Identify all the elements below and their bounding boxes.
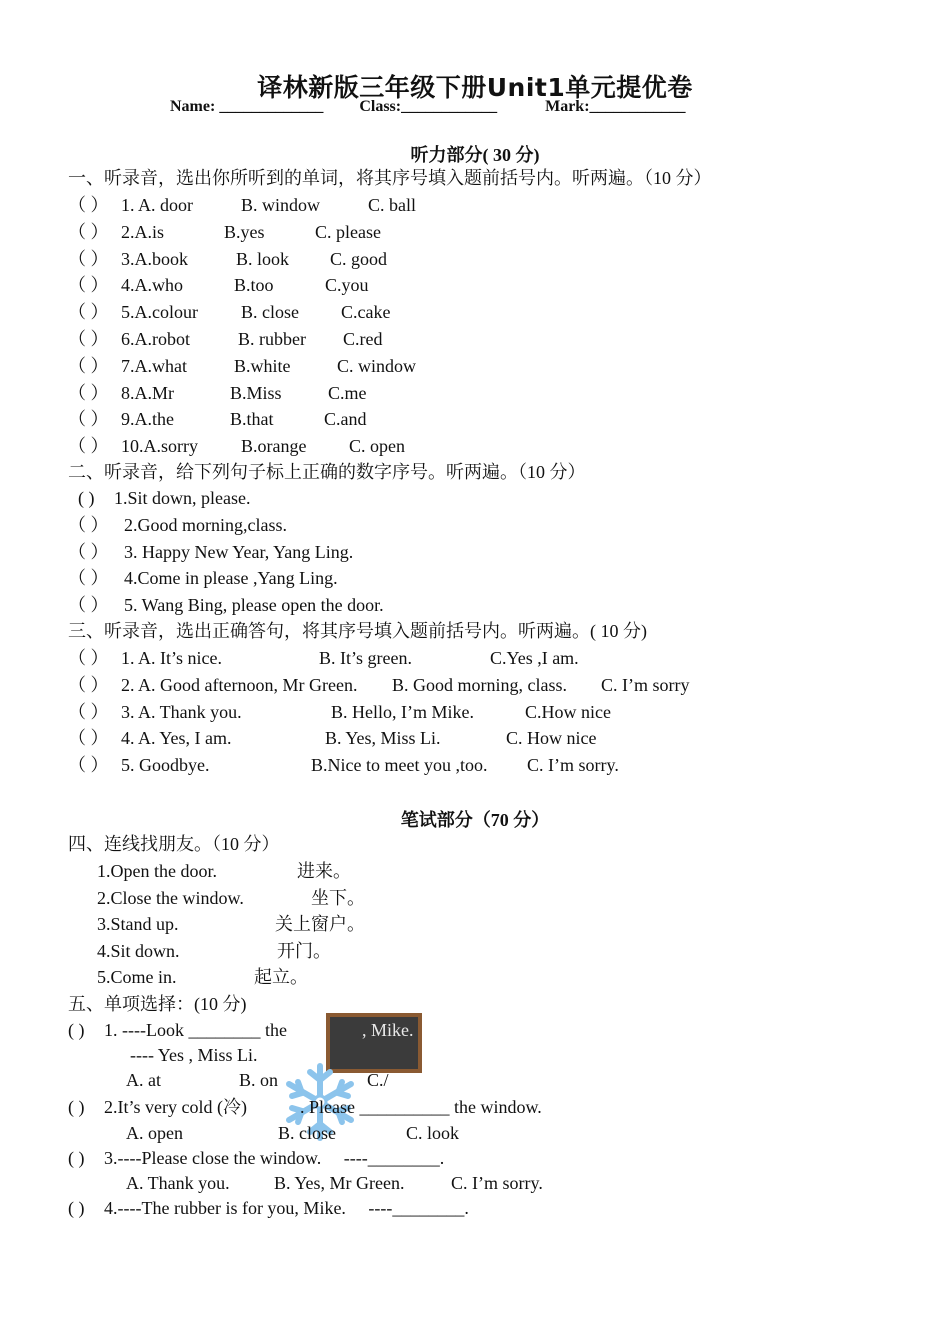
mark-field: Mark:____________ [545,98,686,115]
answer-bracket: （ ） [68,436,109,457]
option-b: B.Miss [230,382,282,403]
sentence-item: 3. Happy New Year, Yang Ling. [124,541,354,562]
answer-bracket: （ ） [68,701,109,722]
answer-bracket: （ ） [68,728,109,749]
chinese-phrase: 坐下。 [311,887,365,908]
option-c: C. please [315,221,381,242]
section1-heading: 一、听录音，选出你所听到的单词，将其序号填入题前括号内。听两遍。（10 分） [68,168,712,188]
answer-bracket: （ ） [68,648,109,668]
option-a: 3.A.book [121,248,188,269]
option-b: B.Nice to meet you ,too. [311,755,488,776]
q3-option-b: B. Yes, Mr Green. [274,1173,405,1193]
answer-bracket: （ ） [68,195,109,215]
sentence-item: 2.Good morning,class. [124,514,287,535]
writing-heading: 笔试部分（70 分） [400,810,550,830]
option-a: 5. Goodbye. [121,755,210,776]
chinese-phrase: 开门。 [277,940,331,961]
english-phrase: 2.Close the window. [97,887,244,908]
option-c: C. I’m sorry [601,674,690,695]
option-a: 1. A. door [121,195,193,215]
answer-bracket: （ ） [68,275,109,296]
option-c: C. window [337,355,417,376]
answer-bracket: （ ） [68,329,109,349]
option-b: B. window [241,195,321,215]
q3-paren: ( ) [68,1148,85,1168]
option-a: 4.A.who [121,275,183,296]
answer-bracket: （ ） [68,409,109,430]
q1-reply: ---- Yes , Miss Li. [130,1045,258,1065]
option-b: B. It’s green. [319,648,412,668]
q1-option-c: C./ [367,1070,389,1090]
option-b: B.yes [224,221,265,242]
english-phrase: 5.Come in. [97,967,177,988]
answer-bracket: （ ） [68,674,109,695]
section3-heading: 三、听录音，选出正确答句，将其序号填入题前括号内。听两遍。( 10 分) [68,621,647,641]
english-phrase: 4.Sit down. [97,940,180,961]
q2-stem-end: . Please __________ the window. [300,1097,542,1117]
sentence-item: 5. Wang Bing, please open the door. [124,595,384,616]
option-a: 5.A.colour [121,302,198,323]
q1-option-b: B. on [239,1070,279,1090]
q3-stem: 3.----Please close the window. ----________. [104,1148,445,1168]
option-a: 1. A. It’s nice. [121,648,222,668]
student-info [170,98,686,116]
q2-option-c: C. look [406,1123,460,1143]
option-c: C.Yes ,I am. [490,648,579,668]
option-c: C.How nice [525,701,611,722]
q4-paren: ( ) [68,1198,85,1218]
option-a: 8.A.Mr [121,382,174,403]
q2-option-b: B. close [278,1123,336,1143]
answer-bracket: （ ） [68,595,109,616]
english-phrase: 1.Open the door. [97,861,217,881]
option-a: 2.A.is [121,221,165,242]
option-a: 3. A. Thank you. [121,701,242,722]
option-c: C.red [343,329,383,349]
option-c: C. I’m sorry. [527,755,619,776]
option-c: C. ball [368,195,416,215]
answer-bracket: （ ） [68,382,109,403]
option-c: C.cake [341,302,391,323]
option-c: C. How nice [506,728,597,749]
option-b: B. Good morning, class. [392,674,567,695]
q2-stem: 2.It’s very cold (冷) [104,1097,247,1117]
q1-paren: ( ) [68,1020,85,1040]
option-a: 4. A. Yes, I am. [121,728,232,749]
chinese-phrase: 关上窗户。 [275,914,365,935]
q1-stem: 1. ----Look ________ the [104,1020,287,1040]
option-c: C. open [349,436,405,457]
answer-bracket: ( ) [78,488,95,508]
option-c: C. good [330,248,388,269]
option-a: 6.A.robot [121,329,190,349]
q4-stem: 4.----The rubber is for you, Mike. ----________. [104,1198,469,1218]
answer-bracket: （ ） [68,568,109,589]
answer-bracket: （ ） [68,541,109,562]
q2-option-a: A. open [126,1123,183,1143]
class-field: Class:____________ [359,98,498,115]
option-b: B.too [234,275,274,296]
q3-option-a: A. Thank you. [126,1173,230,1193]
option-b: B.orange [241,436,307,457]
option-c: C.me [328,382,367,403]
q1-option-a: A. at [126,1070,161,1090]
option-a: 10.A.sorry [121,436,198,457]
option-b: B. rubber [238,329,306,349]
answer-bracket: （ ） [68,755,109,776]
option-b: B. Hello, I’m Mike. [331,701,474,722]
answer-bracket: （ ） [68,221,109,242]
option-a: 2. A. Good afternoon, Mr Green. [121,674,358,695]
option-c: C.and [324,409,367,430]
answer-bracket: （ ） [68,248,109,269]
chinese-phrase: 进来。 [297,861,351,881]
q1-stem-end: , Mike. [362,1020,414,1040]
option-b: B. look [236,248,290,269]
option-b: B. close [241,302,299,323]
sentence-item: 4.Come in please ,Yang Ling. [124,568,338,589]
option-b: B. Yes, Miss Li. [325,728,441,749]
answer-bracket: （ ） [68,302,109,323]
option-b: B.that [230,409,274,430]
answer-bracket: （ ） [68,514,109,535]
option-b: B.white [234,355,291,376]
option-a: 9.A.the [121,409,174,430]
page-title: 译林新版三年级下册Unit1单元提优卷 [257,73,693,102]
option-a: 7.A.what [121,355,187,376]
option-c: C.you [325,275,369,296]
section5-heading: 五、单项选择：(10 分) [68,994,247,1014]
section4-heading: 四、连线找朋友。（10 分） [68,834,280,854]
answer-bracket: （ ） [68,355,109,376]
q3-option-c: C. I’m sorry. [451,1173,543,1193]
name-field: Name: _____________ [170,98,324,115]
english-phrase: 3.Stand up. [97,914,179,935]
listening-heading: 听力部分( 30 分) [410,145,540,165]
q2-paren: ( ) [68,1097,85,1117]
section2-heading: 二、听录音，给下列句子标上正确的数字序号。听两遍。（10 分） [68,462,586,482]
chinese-phrase: 起立。 [254,967,308,988]
sentence-item: 1.Sit down, please. [114,488,251,508]
